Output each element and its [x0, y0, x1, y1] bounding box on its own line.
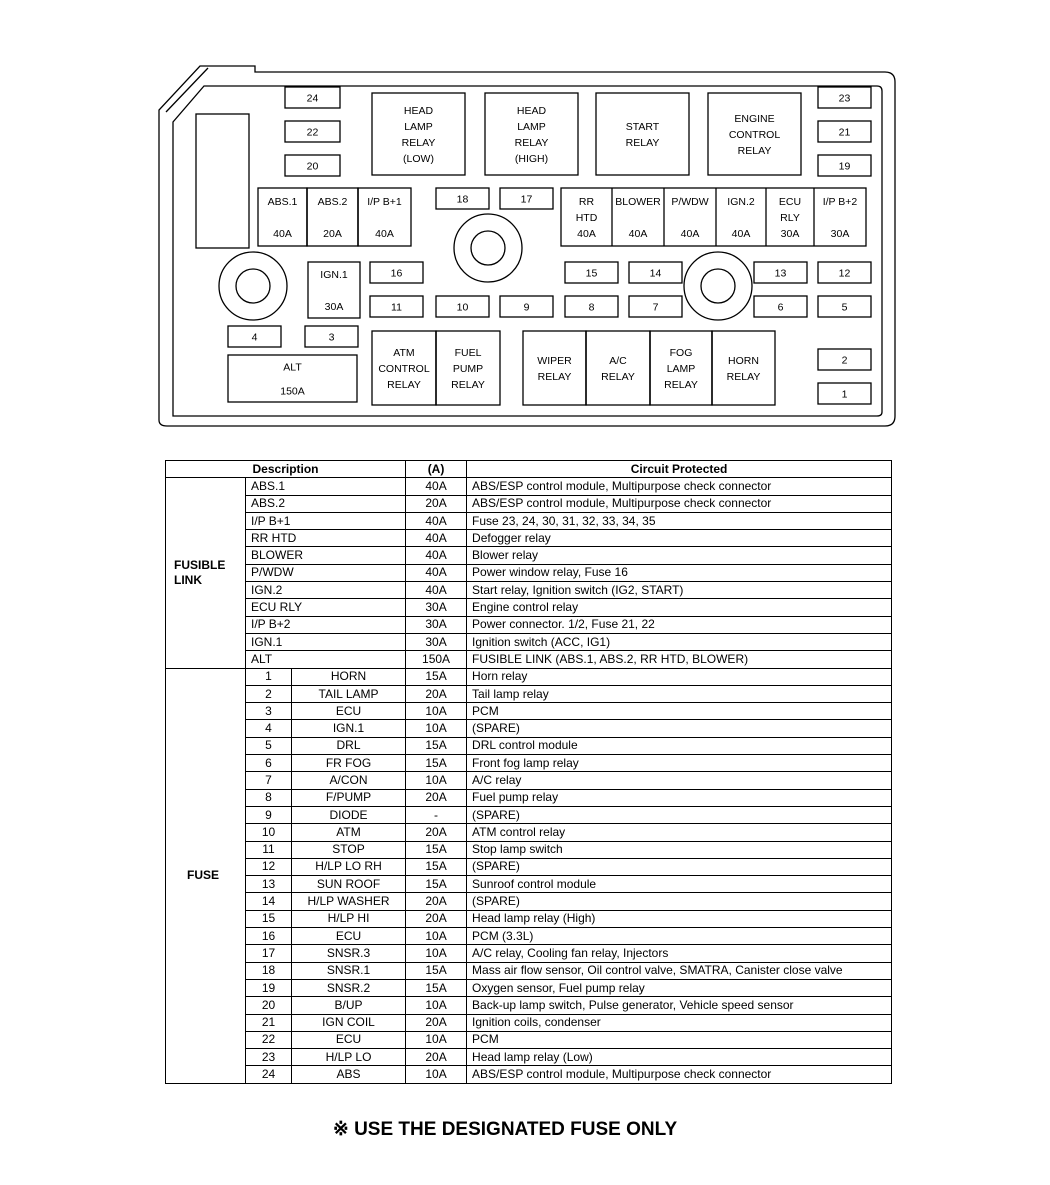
fuse-number: 2 [841, 354, 848, 367]
amps-value: 10A [406, 997, 467, 1014]
circuit-protected: PCM (3.3L) [467, 928, 892, 945]
relay-box [712, 331, 775, 405]
fuse-number: 20 [246, 997, 292, 1014]
circuit-protected: ATM control relay [467, 824, 892, 841]
circuit-protected: Stop lamp switch [467, 841, 892, 858]
fuse-number: 4 [251, 331, 258, 344]
relay-label-text: RELAY [537, 371, 572, 383]
fusible-link-label-text: 40A [273, 228, 292, 240]
table-row [166, 547, 892, 564]
link-name: IGN.2 [246, 582, 406, 599]
relay-label-text: (HIGH) [514, 153, 549, 165]
circuit-protected: (SPARE) [467, 806, 892, 823]
mount-boss-left-inner [236, 269, 270, 303]
circuit-protected: ABS/ESP control module, Multipurpose check connector [467, 478, 892, 495]
link-name: IGN.1 [246, 633, 406, 650]
circuit-protected: Ignition coils, condenser [467, 1014, 892, 1031]
relay-label-text: LAMP [666, 363, 696, 375]
fuse-number: 24 [246, 1066, 292, 1083]
fuse-number: 19 [246, 979, 292, 996]
table-row [166, 876, 892, 893]
fuse-number: 5 [246, 737, 292, 754]
fusible-link-label-text: 30A [780, 228, 800, 240]
relay-label-text: HEAD [403, 105, 434, 117]
amps-value: 10A [406, 1031, 467, 1048]
table-row [166, 772, 892, 789]
relay-label-text: RELAY [401, 137, 436, 149]
table-row [166, 737, 892, 754]
fuse-number: 8 [588, 301, 595, 314]
table-row [166, 1031, 892, 1048]
fuse-name: B/UP [292, 997, 406, 1014]
fuse-box-diagram [0, 0, 1050, 440]
circuit-protected: Sunroof control module [467, 876, 892, 893]
link-name: ALT [246, 651, 406, 668]
table-row [166, 979, 892, 996]
circuit-protected: PCM [467, 703, 892, 720]
circuit-protected: FUSIBLE LINK (ABS.1, ABS.2, RR HTD, BLOWER) [467, 651, 892, 668]
amps-value: 20A [406, 495, 467, 512]
link-name: BLOWER [246, 547, 406, 564]
amps-value: 10A [406, 945, 467, 962]
fuse-number: 22 [306, 126, 319, 139]
fuse-name: IGN COIL [292, 1014, 406, 1031]
fuse-name: H/LP WASHER [292, 893, 406, 910]
amps-value: 40A [406, 564, 467, 581]
fuse-number: 16 [390, 267, 403, 280]
fuse-number: 21 [246, 1014, 292, 1031]
fuse-name: STOP [292, 841, 406, 858]
fusible-link-label-text: P/WDW [671, 196, 709, 208]
amps-value: - [406, 806, 467, 823]
fusible-link-label-text: 30A [324, 301, 344, 313]
relay-label-text: FUEL [454, 347, 482, 359]
table-row [166, 633, 892, 650]
mount-boss-right-inner [701, 269, 735, 303]
fuse-number: 11 [246, 841, 292, 858]
mount-boss-left [219, 252, 287, 320]
fuse-name: ABS [292, 1066, 406, 1083]
fuse-name: DRL [292, 737, 406, 754]
link-name: I/P B+1 [246, 512, 406, 529]
circuit-protected: Head lamp relay (Low) [467, 1049, 892, 1066]
fusible-link-label-text: ABS.2 [317, 196, 348, 208]
circuit-protected: Power connector. 1/2, Fuse 21, 22 [467, 616, 892, 633]
circuit-protected: Back-up lamp switch, Pulse generator, Vehicle speed sensor [467, 997, 892, 1014]
amps-value: 40A [406, 478, 467, 495]
fuse-number: 13 [774, 267, 787, 280]
table-row [166, 858, 892, 875]
relay-label-text: RELAY [737, 145, 772, 157]
relay-label-text: LAMP [517, 121, 546, 133]
circuit-protected: (SPARE) [467, 893, 892, 910]
fuse-number: 7 [652, 301, 659, 314]
circuit-protected: A/C relay, Cooling fan relay, Injectors [467, 945, 892, 962]
amps-value: 20A [406, 1049, 467, 1066]
relay-label-text: RELAY [451, 379, 485, 391]
fuse-number: 17 [246, 945, 292, 962]
fuse-name: IGN.1 [292, 720, 406, 737]
fuse-number: 12 [838, 267, 851, 280]
fuse-name: A/CON [292, 772, 406, 789]
table-row [166, 997, 892, 1014]
relay-label-text: RELAY [387, 379, 421, 391]
relay-label-text: ATM [393, 347, 415, 359]
fuse-number: 1 [841, 388, 848, 401]
circuit-header: Circuit Protected [467, 461, 892, 478]
relay-label-text: WIPER [537, 355, 572, 367]
fuse-number: 16 [246, 928, 292, 945]
table-row [166, 564, 892, 581]
amps-value: 10A [406, 703, 467, 720]
amps-value: 20A [406, 685, 467, 702]
table-row [166, 685, 892, 702]
fuse-number: 15 [246, 910, 292, 927]
circuit-protected: Horn relay [467, 668, 892, 685]
fusible-link-group [561, 188, 866, 246]
fuse-number: 12 [246, 858, 292, 875]
fuse-number: 14 [649, 267, 662, 280]
fusible-link-label-text: 40A [375, 228, 394, 240]
amps-header: (A) [406, 461, 467, 478]
amps-value: 10A [406, 720, 467, 737]
circuit-protected: (SPARE) [467, 720, 892, 737]
fusible-link-label-text: HTD [575, 212, 598, 224]
fusible-link-label-text: 40A [680, 228, 700, 240]
circuit-protected: ABS/ESP control module, Multipurpose check connector [467, 1066, 892, 1083]
table-row [166, 806, 892, 823]
designated-fuse-notice: ※ USE THE DESIGNATED FUSE ONLY [332, 1119, 678, 1140]
link-name: ECU RLY [246, 599, 406, 616]
relay-label-text: CONTROL [378, 363, 430, 375]
fuse-number: 10 [246, 824, 292, 841]
fusible-link-label-text: IGN.1 [320, 269, 348, 281]
table-row [166, 582, 892, 599]
amps-value: 15A [406, 876, 467, 893]
circuit-protected: DRL control module [467, 737, 892, 754]
table-row [166, 720, 892, 737]
circuit-protected: Engine control relay [467, 599, 892, 616]
amps-value: 10A [406, 1066, 467, 1083]
fuse-name: ECU [292, 703, 406, 720]
fuse-number: 11 [391, 301, 402, 314]
fusible-link-label-text: 40A [628, 228, 648, 240]
relay-label-text: RELAY [726, 371, 761, 383]
fuse-name: HORN [292, 668, 406, 685]
amps-value: 40A [406, 530, 467, 547]
fusible-link-label-text: 20A [323, 228, 342, 240]
circuit-protected: A/C relay [467, 772, 892, 789]
fusible-link-group-label: FUSIBLE LINK [166, 478, 246, 668]
fuse-number: 3 [246, 703, 292, 720]
amps-value: 20A [406, 789, 467, 806]
mount-boss-center [454, 214, 522, 282]
amps-value: 30A [406, 599, 467, 616]
link-name: RR HTD [246, 530, 406, 547]
fuse-table [165, 460, 892, 1084]
table-row [166, 530, 892, 547]
fusible-link-label-text: I/P B+1 [367, 196, 402, 208]
fuse-number: 23 [838, 92, 851, 105]
fusible-link-label-text: 40A [731, 228, 751, 240]
mount-boss-right [684, 252, 752, 320]
fuse-number: 7 [246, 772, 292, 789]
amps-value: 40A [406, 582, 467, 599]
circuit-protected: Head lamp relay (High) [467, 910, 892, 927]
fuse-number: 22 [246, 1031, 292, 1048]
fusible-link-label-text: I/P B+2 [822, 196, 858, 208]
fuse-number: 19 [838, 160, 851, 173]
fuse-number: 5 [841, 301, 848, 314]
fuse-name: SUN ROOF [292, 876, 406, 893]
table-row [166, 910, 892, 927]
relay-label-text: RELAY [664, 379, 698, 391]
table-row [166, 962, 892, 979]
relay-label-text: CONTROL [728, 129, 781, 141]
fusible-link-label-text: BLOWER [615, 196, 661, 208]
circuit-protected: Start relay, Ignition switch (IG2, START) [467, 582, 892, 599]
relay-label-text: PUMP [452, 363, 484, 375]
fusible-link-label-text: ALT [283, 361, 302, 374]
relay-label-text: FOG [669, 347, 693, 359]
table-row [166, 478, 892, 495]
fuse-number: 15 [585, 267, 598, 280]
relay-label-text: ENGINE [734, 113, 775, 125]
fuse-name: ATM [292, 824, 406, 841]
mount-boss-center-inner [471, 231, 505, 265]
amps-value: 40A [406, 547, 467, 564]
fuse-number: 6 [246, 755, 292, 772]
circuit-protected: PCM [467, 1031, 892, 1048]
circuit-protected: Tail lamp relay [467, 685, 892, 702]
amps-value: 15A [406, 755, 467, 772]
amps-value: 30A [406, 616, 467, 633]
fuse-number: 8 [246, 789, 292, 806]
fusible-link-label-text: ABS.1 [267, 196, 298, 208]
fuse-number: 1 [246, 668, 292, 685]
amps-value: 20A [406, 893, 467, 910]
fusible-link-label-text: RR [578, 196, 595, 208]
fuse-name: ECU [292, 1031, 406, 1048]
circuit-protected: Defogger relay [467, 530, 892, 547]
relay-label-text: LAMP [404, 121, 433, 133]
amps-value: 40A [406, 512, 467, 529]
amps-value: 20A [406, 1014, 467, 1031]
fuse-number: 9 [523, 301, 530, 314]
fuse-name: H/LP HI [292, 910, 406, 927]
connector-block [196, 114, 249, 248]
fuse-number: 14 [246, 893, 292, 910]
circuit-protected: Fuel pump relay [467, 789, 892, 806]
fuse-number: 2 [246, 685, 292, 702]
amps-value: 15A [406, 858, 467, 875]
fuse-name: ECU [292, 928, 406, 945]
table-row [166, 703, 892, 720]
table-row [166, 512, 892, 529]
relay-label-text: RELAY [601, 371, 635, 383]
relay-label-text: A/C [609, 355, 627, 367]
fuse-name: SNSR.3 [292, 945, 406, 962]
fuse-number: 3 [328, 331, 335, 344]
fusible-link-label-text: 40A [577, 228, 596, 240]
relay-label-text: RELAY [514, 137, 549, 149]
fusible-link-label-text: IGN.2 [727, 196, 755, 208]
relay-label-text: HEAD [516, 105, 547, 117]
fuse-name: SNSR.1 [292, 962, 406, 979]
amps-value: 10A [406, 772, 467, 789]
circuit-protected: Ignition switch (ACC, IG1) [467, 633, 892, 650]
relay-box [586, 331, 650, 405]
amps-value: 15A [406, 737, 467, 754]
table-row [166, 824, 892, 841]
fuse-name: SNSR.2 [292, 979, 406, 996]
amps-value: 15A [406, 841, 467, 858]
amps-value: 15A [406, 962, 467, 979]
relay-box [596, 93, 689, 175]
table-row [166, 841, 892, 858]
table-row [166, 1014, 892, 1031]
fuse-name: DIODE [292, 806, 406, 823]
table-row [166, 755, 892, 772]
fusible-link-label-text: ECU [778, 196, 802, 208]
fuse-number: 9 [246, 806, 292, 823]
fusible-link-label-text: RLY [780, 212, 800, 224]
circuit-protected: Power window relay, Fuse 16 [467, 564, 892, 581]
fuse-name: TAIL LAMP [292, 685, 406, 702]
table-row [166, 893, 892, 910]
relay-label-text: START [625, 121, 660, 133]
fuse-number: 4 [246, 720, 292, 737]
amps-value: 15A [406, 668, 467, 685]
fuse-name: FR FOG [292, 755, 406, 772]
table-row [166, 928, 892, 945]
amps-value: 20A [406, 824, 467, 841]
table-row [166, 599, 892, 616]
fuse-number: 20 [306, 160, 319, 173]
fuse-number: 23 [246, 1049, 292, 1066]
amps-value: 150A [406, 651, 467, 668]
fuse-name: H/LP LO [292, 1049, 406, 1066]
table-row [166, 789, 892, 806]
fuse-number: 21 [838, 126, 851, 139]
fuse-number: 18 [246, 962, 292, 979]
link-name: P/WDW [246, 564, 406, 581]
relay-label-text: RELAY [625, 137, 660, 149]
fuse-number: 10 [456, 301, 469, 314]
fuse-number: 18 [456, 193, 469, 206]
link-name: I/P B+2 [246, 616, 406, 633]
amps-value: 20A [406, 910, 467, 927]
description-header: Description [166, 461, 406, 478]
circuit-protected: Blower relay [467, 547, 892, 564]
relay-label-text: (LOW) [403, 153, 434, 165]
relay-box [523, 331, 586, 405]
fuse-group-label: FUSE [166, 668, 246, 1083]
fuse-number: 13 [246, 876, 292, 893]
link-name: ABS.2 [246, 495, 406, 512]
amps-value: 30A [406, 633, 467, 650]
circuit-protected: Fuse 23, 24, 30, 31, 32, 33, 34, 35 [467, 512, 892, 529]
amps-value: 15A [406, 979, 467, 996]
table-row [166, 495, 892, 512]
fuse-number: 6 [777, 301, 784, 314]
fuse-name: H/LP LO RH [292, 858, 406, 875]
fusible-link-label-text: 150A [280, 385, 305, 398]
table-row [166, 1066, 892, 1083]
fuse-number: 17 [520, 193, 533, 206]
fuse-name: F/PUMP [292, 789, 406, 806]
table-row [166, 945, 892, 962]
fusible-link-label-text: 30A [830, 228, 850, 240]
circuit-protected: Oxygen sensor, Fuel pump relay [467, 979, 892, 996]
circuit-protected: Mass air flow sensor, Oil control valve, SMATRA, Canister close valve [467, 962, 892, 979]
circuit-protected: Front fog lamp relay [467, 755, 892, 772]
relay-label-text: HORN [728, 355, 759, 367]
fuse-number: 24 [306, 92, 319, 105]
table-row [166, 651, 892, 668]
link-name: ABS.1 [246, 478, 406, 495]
table-row [166, 616, 892, 633]
table-row [166, 668, 892, 685]
table-row [166, 1049, 892, 1066]
amps-value: 10A [406, 928, 467, 945]
circuit-protected: ABS/ESP control module, Multipurpose check connector [467, 495, 892, 512]
table-header-row [166, 461, 892, 478]
circuit-protected: (SPARE) [467, 858, 892, 875]
